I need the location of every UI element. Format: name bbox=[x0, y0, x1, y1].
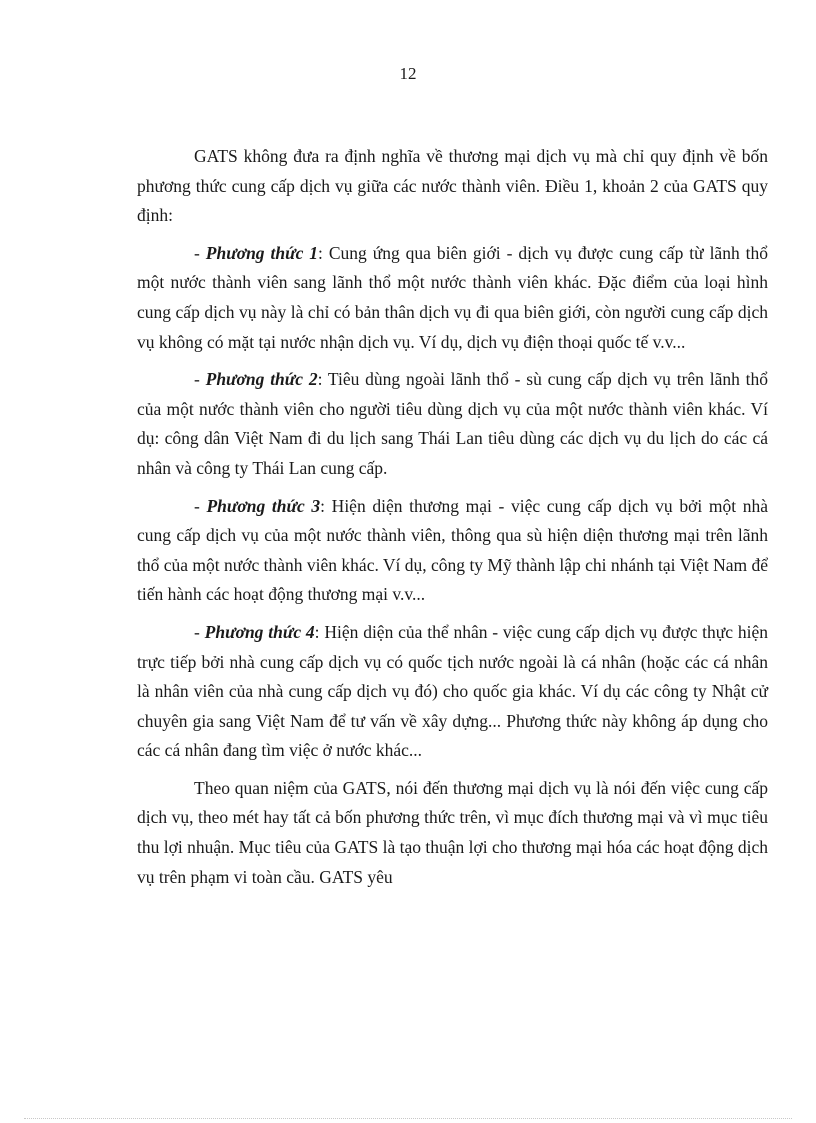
page-number: 12 bbox=[399, 64, 417, 83]
conclusion-paragraph: Theo quan niệm của GATS, nói đến thương mại dịch vụ là nói đến việc cung cấp dịch vụ, theo mét hay tất cả bốn phương thức trên, vì mục đích thương mại và vì mục tiêu thu lợi nhuận. Mục tiêu của GATS là tạo thuận lợi cho thương mại hóa các hoạt động dịch vụ trên phạm vi toàn cầu. GATS yêu bbox=[137, 777, 768, 887]
mode-2-text: : Tiêu dùng ngoài lãnh thổ - sù cung cấp dịch vụ trên lãnh thổ của một nước thành viên cho người tiêu dùng dịch vụ của một nước thành viên khác. Ví dụ: công dân Việt Nam đi du lịch sang Thái Lan tiêu dùng các dịch vụ du lịch do các cá nhân và công ty Thái Lan cung cấp. bbox=[137, 369, 768, 478]
page-bottom-divider bbox=[24, 1118, 792, 1119]
mode-4-name: Phương thức 4 bbox=[204, 621, 315, 642]
body-text bbox=[137, 142, 768, 900]
mode-4-prefix: - bbox=[194, 621, 205, 642]
intro-paragraph: GATS không đưa ra định nghĩa về thương mại dịch vụ mà chỉ quy định về bốn phương thức cung cấp dịch vụ giữa các nước thành viên. Điều 1, khoản 2 của GATS quy định: bbox=[137, 146, 768, 226]
mode-1-prefix: - bbox=[194, 242, 206, 263]
mode-3-text: : Hiện diện thương mại - việc cung cấp dịch vụ bởi một nhà cung cấp dịch vụ của một nước thành viên, thông qua sù hiện diện thương mại trên lãnh thổ của một nước thành viên khác. Ví dụ, công ty Mỹ thành lập chi nhánh tại Việt Nam để tiến hành các hoạt động thương mại v.v... bbox=[137, 495, 768, 605]
mode-1-name: Phương thức 1 bbox=[205, 242, 319, 263]
mode-3-prefix: - bbox=[194, 495, 207, 516]
mode-2-name: Phương thức 2 bbox=[205, 369, 318, 390]
mode-4-paragraph bbox=[137, 618, 768, 766]
mode-3-name: Phương thức 3 bbox=[206, 495, 321, 516]
mode-4-text: : Hiện diện của thể nhân - việc cung cấp dịch vụ được thực hiện trực tiếp bởi nhà cung cấp dịch vụ có quốc tịch nước ngoài là cá nhân (hoặc các cá nhân là nhân viên của nhà cung cấp dịch vụ đó) cho quốc gia khác. Ví dụ các công ty Nhật cử chuyên gia sang Việt Nam để tư vấn về xây dựng... Phương thức này không áp dụng cho các cá nhân đang tìm việc ở nước khác... bbox=[137, 621, 768, 761]
mode-1-paragraph bbox=[137, 239, 768, 357]
mode-2-paragraph bbox=[137, 365, 768, 483]
mode-3-paragraph bbox=[137, 492, 768, 610]
mode-1-text: : Cung ứng qua biên giới - dịch vụ được cung cấp từ lãnh thổ một nước thành viên sang lãnh thổ một nước thành viên khác. Đặc điểm của loại hình cung cấp dịch vụ này là chỉ có bản thân dịch vụ đi qua biên giới, còn người cung cấp dịch vụ không có mặt tại nước nhận dịch vụ. Ví dụ, dịch vụ điện thoại quốc tế v.v... bbox=[137, 242, 768, 352]
mode-2-prefix: - bbox=[194, 369, 206, 390]
